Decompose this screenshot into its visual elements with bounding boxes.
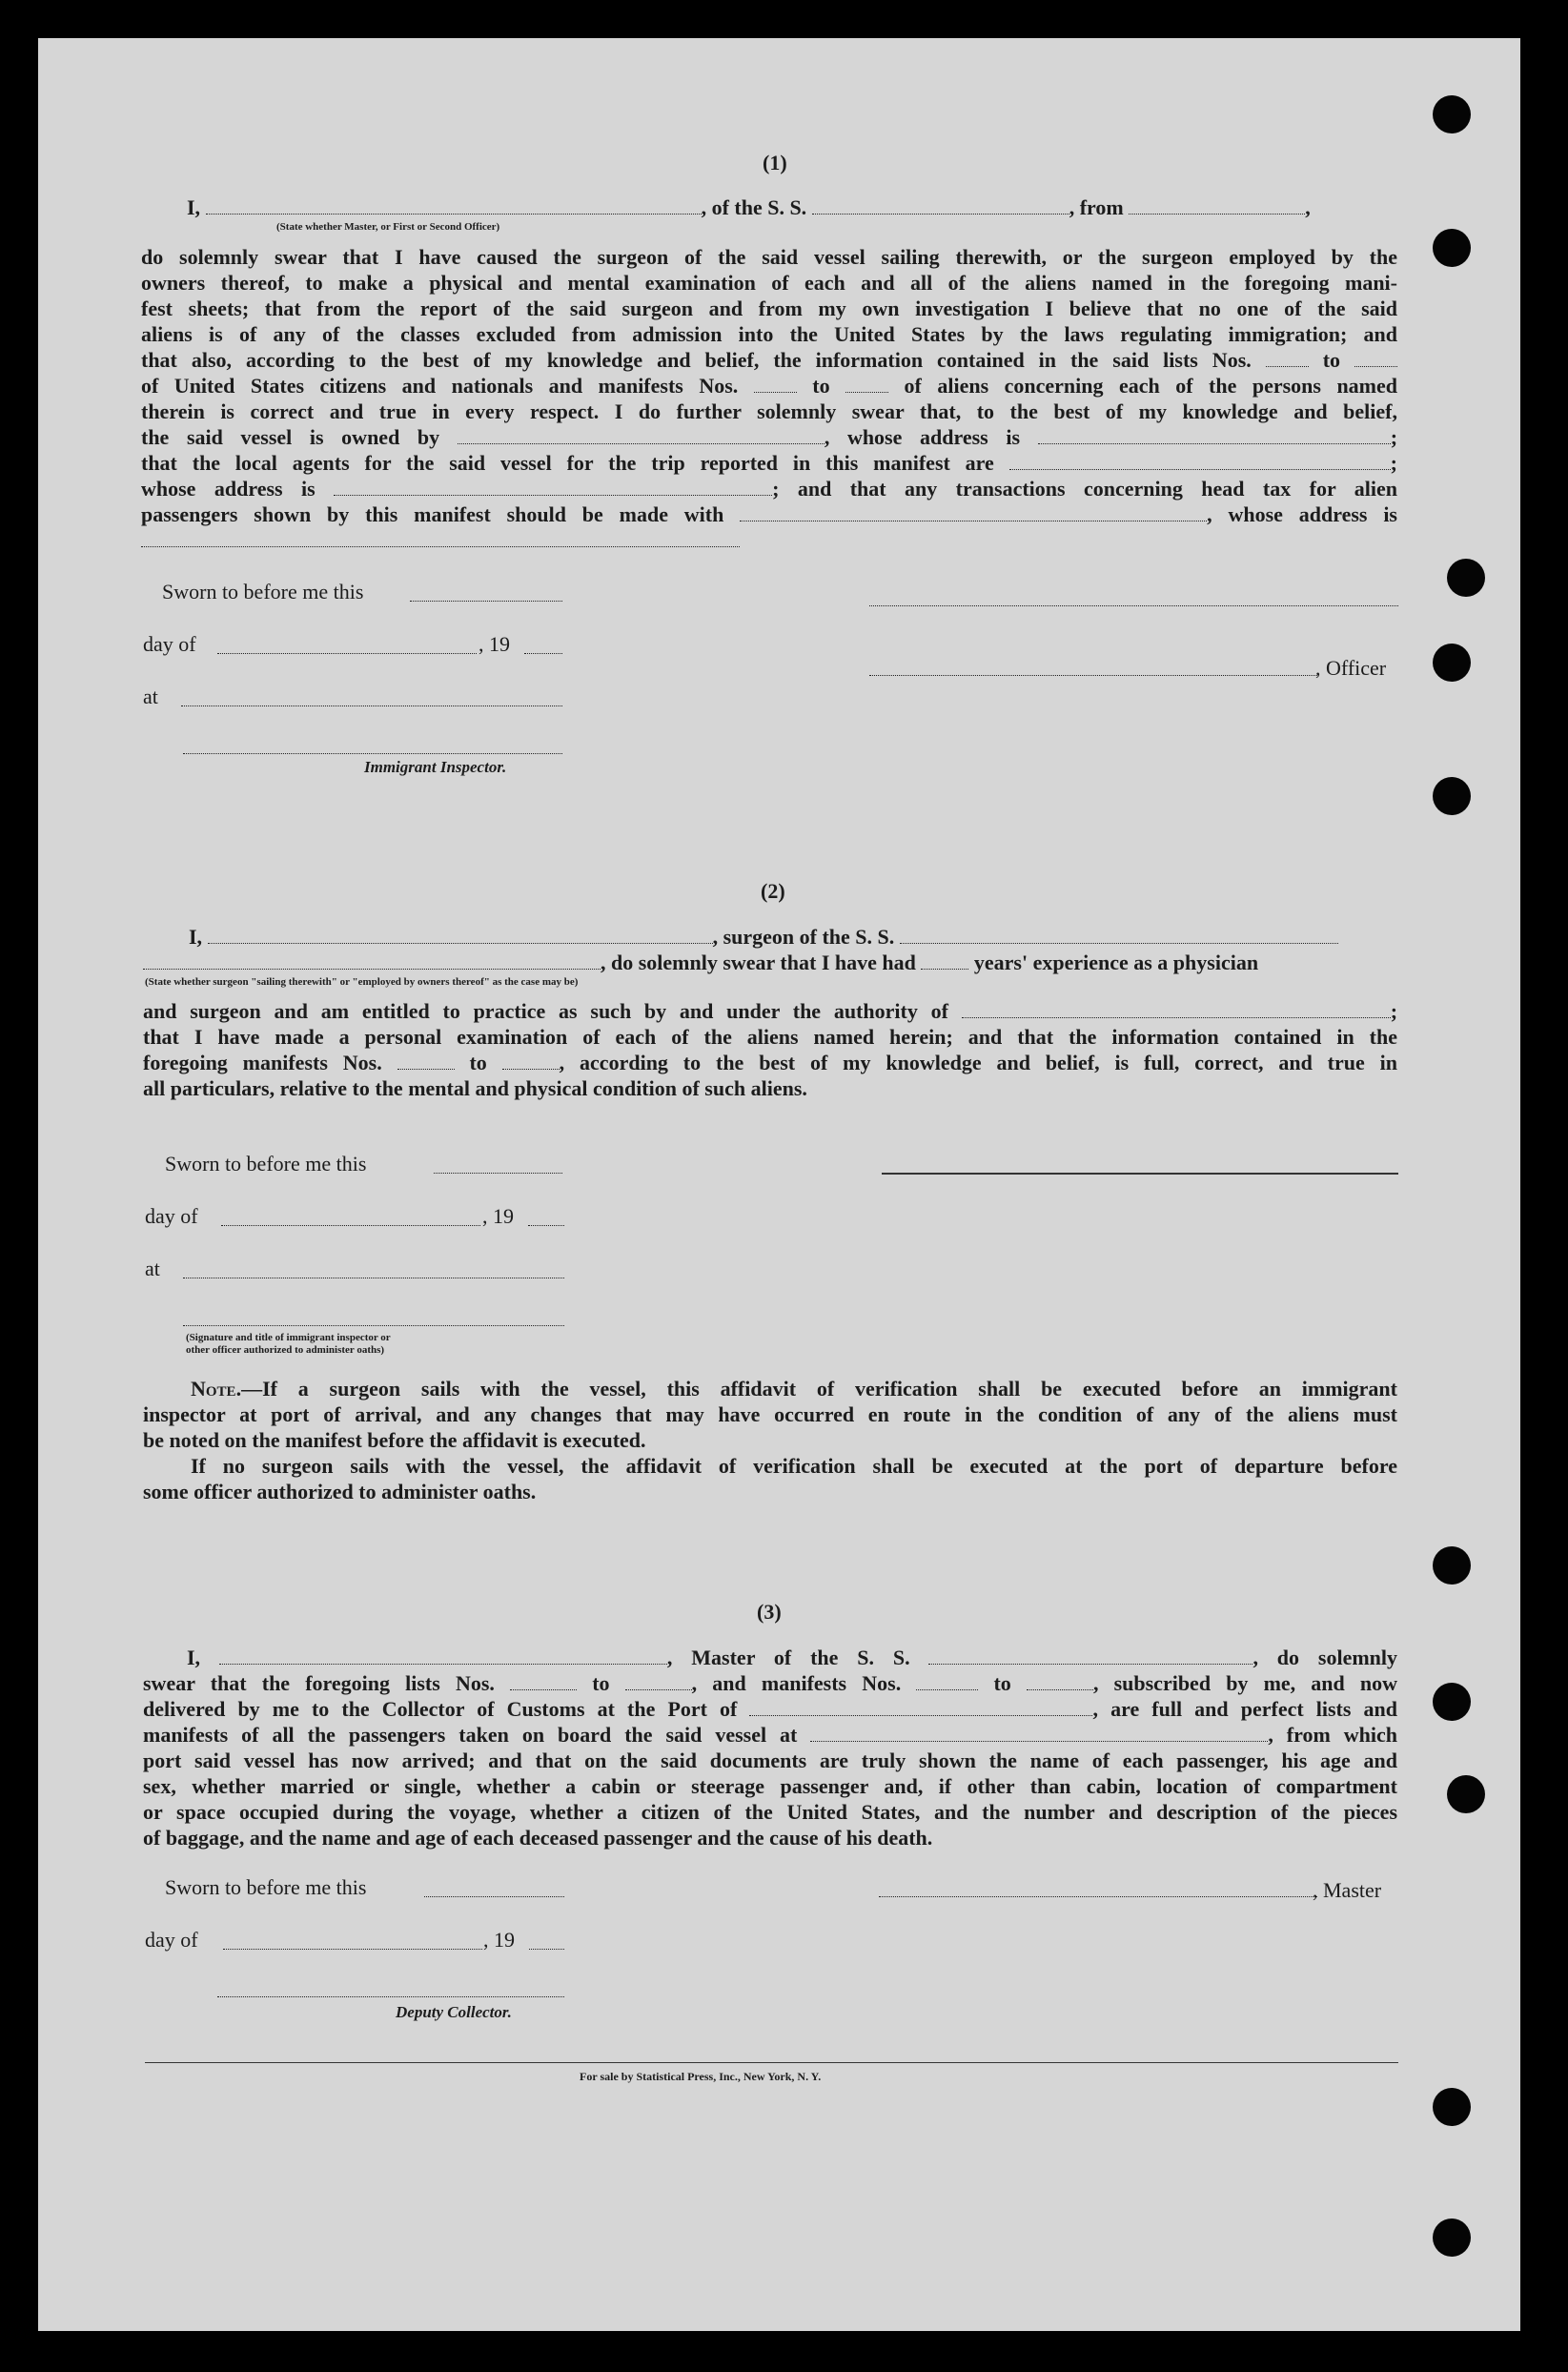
s1-sworn-blank [410,601,562,602]
binder-hole [1433,1683,1471,1721]
section-3-heading: (3) [757,1600,782,1624]
s2-year-blank [528,1225,564,1226]
s2-body-line-3: and surgeon and am entitled to practice as such by and under the authority of ; [143,999,1398,1023]
binder-hole [1433,2219,1471,2257]
s3-day-of: day of [145,1928,198,1952]
s2-signature-line [882,1173,1398,1175]
s2-note-line-1: Note.—If a surgeon sails with the vessel, this affidavit of verification shall be executed before an immigrant [191,1377,1397,1401]
s3-line-2: swear that the foregoing lists Nos. to , and manifests Nos. to , subscribed by me, and now [143,1671,1398,1695]
s2-line2 [143,951,1258,975]
s1-signature-line [869,605,1398,606]
caption-signature-2: other officer authorized to administer oaths) [186,1344,385,1356]
s2-body [143,998,1397,1101]
s3-master-label: , Master [1313,1878,1382,1902]
s1-body-line-6: of United States citizens and nationals and manifests Nos. to of aliens concerning each of the persons named [141,374,1398,398]
s1-body-line-8: the said vessel is owned by , whose address is ; [141,425,1398,449]
s1-body-line-10: whose address is ; and that any transactions concerning head tax for alien [141,477,1397,501]
section-2-heading: (2) [761,879,785,903]
s3-sworn: Sworn to before me this [165,1875,367,1899]
s2-note-line: be noted on the manifest before the affidavit is executed. [143,1428,646,1452]
s3-year: , 19 [483,1928,515,1952]
s3-line-4: manifests of all the passengers taken on board the said vessel at , from which [143,1723,1397,1747]
s3-line-1: I, , Master of the S. S. , do solemnly [187,1646,1398,1669]
s1-body-line: aliens is of any of the classes excluded from admission into the United States by the laws regulating immigration; and [141,322,1397,346]
s3-body [143,1645,1397,1851]
s3-body-line: sex, whether married or single, whether a cabin or steerage passenger and, if other than cabin, location of compartment [143,1774,1397,1798]
binder-hole [1433,1546,1471,1585]
s1-body-line: owners thereof, to make a physical and mental examination of each and all of the aliens named in the foregoing mani- [141,271,1397,295]
binder-hole [1433,95,1471,133]
s1-body [141,244,1397,527]
s1-day-of: day of [143,632,196,656]
s3-line-3: delivered by me to the Collector of Customs at the Port of , are full and perfect lists and [143,1697,1398,1721]
s2-at: at [145,1257,160,1280]
s2-line1-ss: , surgeon of the S. S. [712,925,895,949]
s1-officer-line [869,675,1317,676]
binder-hole [1447,1775,1485,1813]
caption-signature-1: (Signature and title of immigrant inspector or [186,1332,391,1343]
s2-year: , 19 [482,1204,514,1228]
s1-inspector-line [183,753,562,754]
footer-divider [145,2062,1398,2063]
s2-line2-years: years' experience as a physician [973,951,1259,974]
s3-body-line: of baggage, and the name and age of each deceased passenger and the cause of his death. [143,1826,933,1850]
binder-hole [1433,2088,1471,2126]
s2-note2-line-1: If no surgeon sails with the vessel, the affidavit of verification shall be executed at the port of departure before [191,1454,1397,1478]
s2-line1 [189,925,1338,950]
s2-note2-line: some officer authorized to administer oaths. [143,1480,537,1503]
s1-body-line-11: passengers shown by this manifest should be made with , whose address is [141,502,1397,526]
s2-sworn-blank [434,1173,562,1174]
s2-body-line-4: that I have made a personal examination of each of the aliens named herein; and that the information contained in the [143,1025,1397,1049]
s1-officer-label: , Officer [1315,656,1387,680]
s1-year-blank [524,653,562,654]
section-1-heading: (1) [763,151,787,174]
binder-hole [1447,559,1485,597]
s2-note [143,1376,1397,1504]
s1-sworn: Sworn to before me this [162,580,364,603]
caption-master-officer: (State whether Master, or First or Second Officer) [276,221,500,233]
s1-inspector-label: Immigrant Inspector. [364,758,507,776]
footer-printer: For sale by Statistical Press, Inc., New York, N. Y. [580,2070,822,2083]
s1-day-blank [217,653,477,654]
s2-body-line-6: all particulars, relative to the mental and physical condition of such aliens. [143,1076,807,1100]
s2-day-of: day of [145,1204,198,1228]
s3-sworn-blank [424,1896,564,1897]
s1-year: , 19 [479,632,510,656]
s2-day-blank [221,1225,480,1226]
s2-sig-line [183,1325,564,1326]
s1-line1: I, , of the S. S. , from , [187,195,1311,219]
s1-body-line-5: that also, according to the best of my knowledge and belief, the information contained in the said lists Nos. to [141,347,1397,373]
s3-day-blank [223,1949,482,1950]
s1-blank-line [141,546,740,547]
s1-line1-i: I, [187,195,201,219]
s2-note-line: inspector at port of arrival, and any changes that may have occurred en route in the condition of any of the aliens must [143,1402,1397,1426]
s3-master-line [879,1896,1317,1897]
s2-line2-swear: , do solemnly swear that I have had [601,951,916,974]
s3-collector-label: Deputy Collector. [396,2003,512,2021]
s1-at-blank [181,705,562,706]
s2-body-line-5: foregoing manifests Nos. to , according to the best of my knowledge and belief, is full, correct, and true in [143,1051,1397,1074]
caption-surgeon-type: (State whether surgeon "sailing therewith" or "employed by owners thereof" as the case may be) [145,976,579,988]
s1-body-line-9: that the local agents for the said vessel for the trip reported in this manifest are ; [141,451,1397,475]
s3-body-line: or space occupied during the voyage, whether a citizen of the United States, and the number and description of the pieces [143,1800,1397,1824]
s3-body-line: port said vessel has now arrived; and that on the said documents are truly shown the name of each passenger, his age and [143,1748,1397,1772]
binder-hole [1433,644,1471,682]
s2-line1-i: I, [189,925,203,949]
s1-line1-from: , from [1069,195,1124,219]
binder-hole [1433,229,1471,267]
binder-hole [1433,777,1471,815]
s3-collector-line [217,1996,564,1997]
s1-at: at [143,685,158,708]
s1-body-line-7: therein is correct and true in every respect. I do further solemnly swear that, to the best of my knowledge and belief, [141,399,1397,423]
s2-sworn: Sworn to before me this [165,1152,367,1176]
s1-body-line: do solemnly swear that I have caused the surgeon of the said vessel sailing therewith, or the surgeon employed by the [141,245,1397,269]
s1-line1-ss: , of the S. S. [701,195,807,219]
s3-year-blank [529,1949,564,1950]
s1-body-line: fest sheets; that from the report of the said surgeon and from my own investigation I believe that no one of the said [141,296,1397,320]
